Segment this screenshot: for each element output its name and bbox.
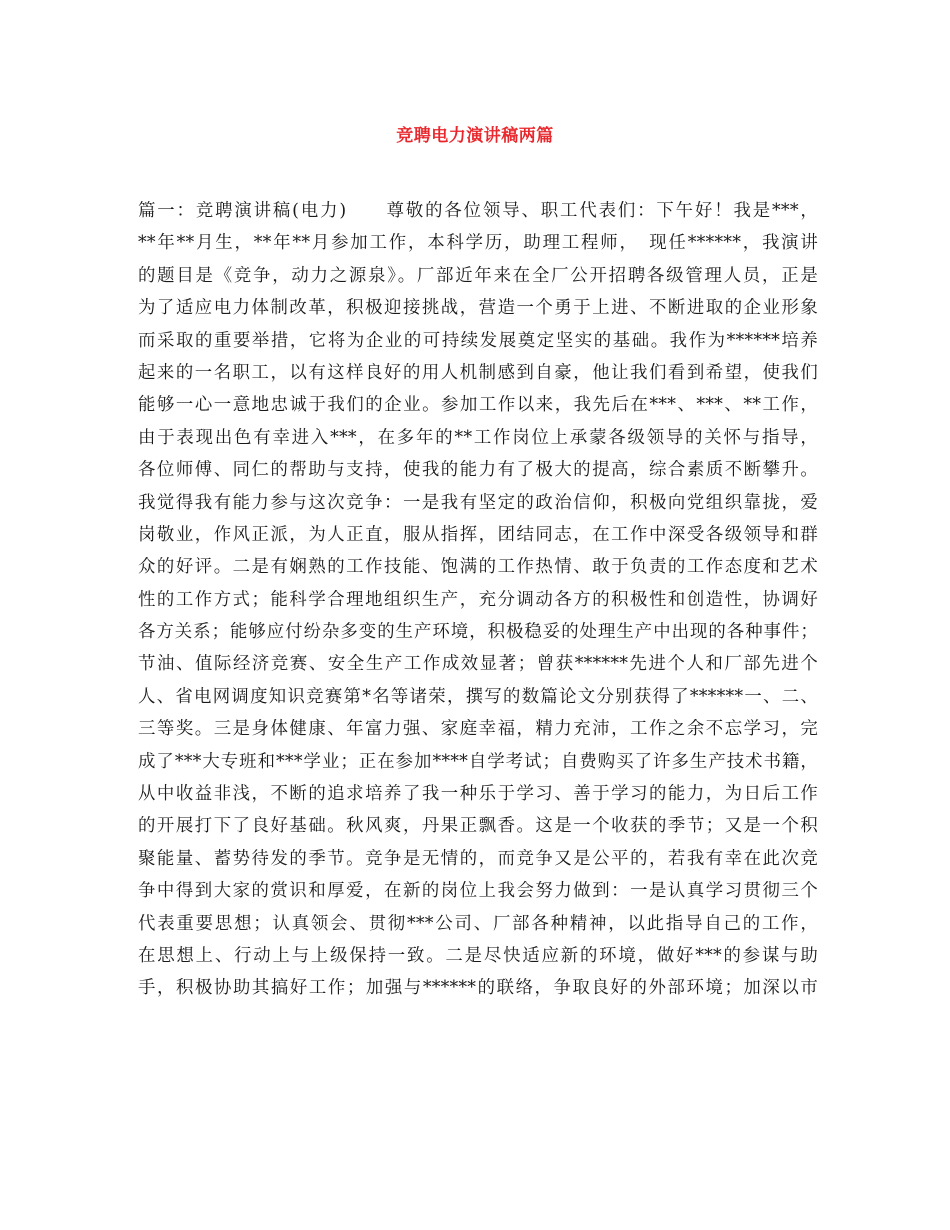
body-line: 性的工作方式；能科学合理地组织生产，充分调动各方的积极性和创造性，协调好 [138, 589, 818, 610]
body-line: 岗敬业，作风正派，为人正直，服从指挥，团结同志，在工作中深受各级领导和群 [138, 524, 818, 545]
body-line: 篇一：竞聘演讲稿(电力) 尊敬的各位领导、职工代表们：下午好！我是***， [138, 201, 818, 221]
body-line: 起来的一名职工，以有这样良好的用人机制感到自豪，他让我们看到希望，使我们 [138, 362, 818, 383]
body-line: 在思想上、行动上与上级保持一致。二是尽快适应新的环境，做好***的参谋与助 [138, 945, 818, 966]
document-title: 竞聘电力演讲稿两篇 [396, 126, 554, 146]
body-line: 节油、值际经济竞赛、安全生产工作成效显著；曾获******先进个人和厂部先进个 [138, 654, 818, 675]
body-line: 争中得到大家的赏识和厚爱，在新的岗位上我会努力做到：一是认真学习贯彻三个 [138, 881, 818, 902]
body-line: 由于表现出色有幸进入***，在多年的**工作岗位上承蒙各级领导的关怀与指导， [138, 427, 818, 448]
body-line: 能够一心一意地忠诚于我们的企业。参加工作以来，我先后在***、***、**工作， [138, 395, 818, 416]
body-line: 聚能量、蓄势待发的季节。竞争是无情的，而竞争又是公平的，若我有幸在此次竞 [138, 848, 818, 869]
body-line: 的开展打下了良好基础。秋风爽，丹果正飘香。这是一个收获的季节；又是一个积 [138, 816, 818, 837]
body-line: **年**月生，**年**月参加工作，本科学历，助理工程师， 现任******，我演讲 [138, 233, 818, 254]
body-line: 代表重要思想；认真领会、贯彻***公司、厂部各种精神，以此指导自己的工作， [138, 913, 818, 934]
body-line: 人、省电网调度知识竞赛第*名等诸荣，撰写的数篇论文分别获得了******一、二、 [138, 686, 818, 707]
document-body [138, 195, 818, 1005]
body-line: 成了***大专班和***学业；正在参加****自学考试；自费购买了许多生产技术书籍， [138, 751, 818, 772]
body-line: 各位师傅、同仁的帮助与支持，使我的能力有了极大的提高，综合素质不断攀升。 [138, 460, 818, 481]
body-line: 手，积极协助其搞好工作；加强与******的联络，争取良好的外部环境；加深以市 [138, 978, 818, 999]
body-line: 众的好评。二是有娴熟的工作技能、饱满的工作热情、敢于负责的工作态度和艺术 [138, 557, 818, 578]
body-line: 各方关系；能够应付纷杂多变的生产环境，积极稳妥的处理生产中出现的各种事件； [138, 622, 818, 643]
body-line: 的题目是《竞争，动力之源泉》。厂部近年来在全厂公开招聘各级管理人员，正是 [138, 265, 818, 286]
body-line: 为了适应电力体制改革，积极迎接挑战，营造一个勇于上进、不断进取的企业形象 [138, 298, 818, 319]
body-line: 而采取的重要举措，它将为企业的可持续发展奠定坚实的基础。我作为******培养 [138, 330, 818, 351]
body-line: 从中收益非浅，不断的追求培养了我一种乐于学习、善于学习的能力，为日后工作 [138, 784, 818, 805]
body-line: 我觉得我有能力参与这次竞争：一是我有坚定的政治信仰，积极向党组织靠拢，爱 [138, 492, 818, 513]
body-line: 三等奖。三是身体健康、年富力强、家庭幸福，精力充沛，工作之余不忘学习，完 [138, 719, 818, 740]
